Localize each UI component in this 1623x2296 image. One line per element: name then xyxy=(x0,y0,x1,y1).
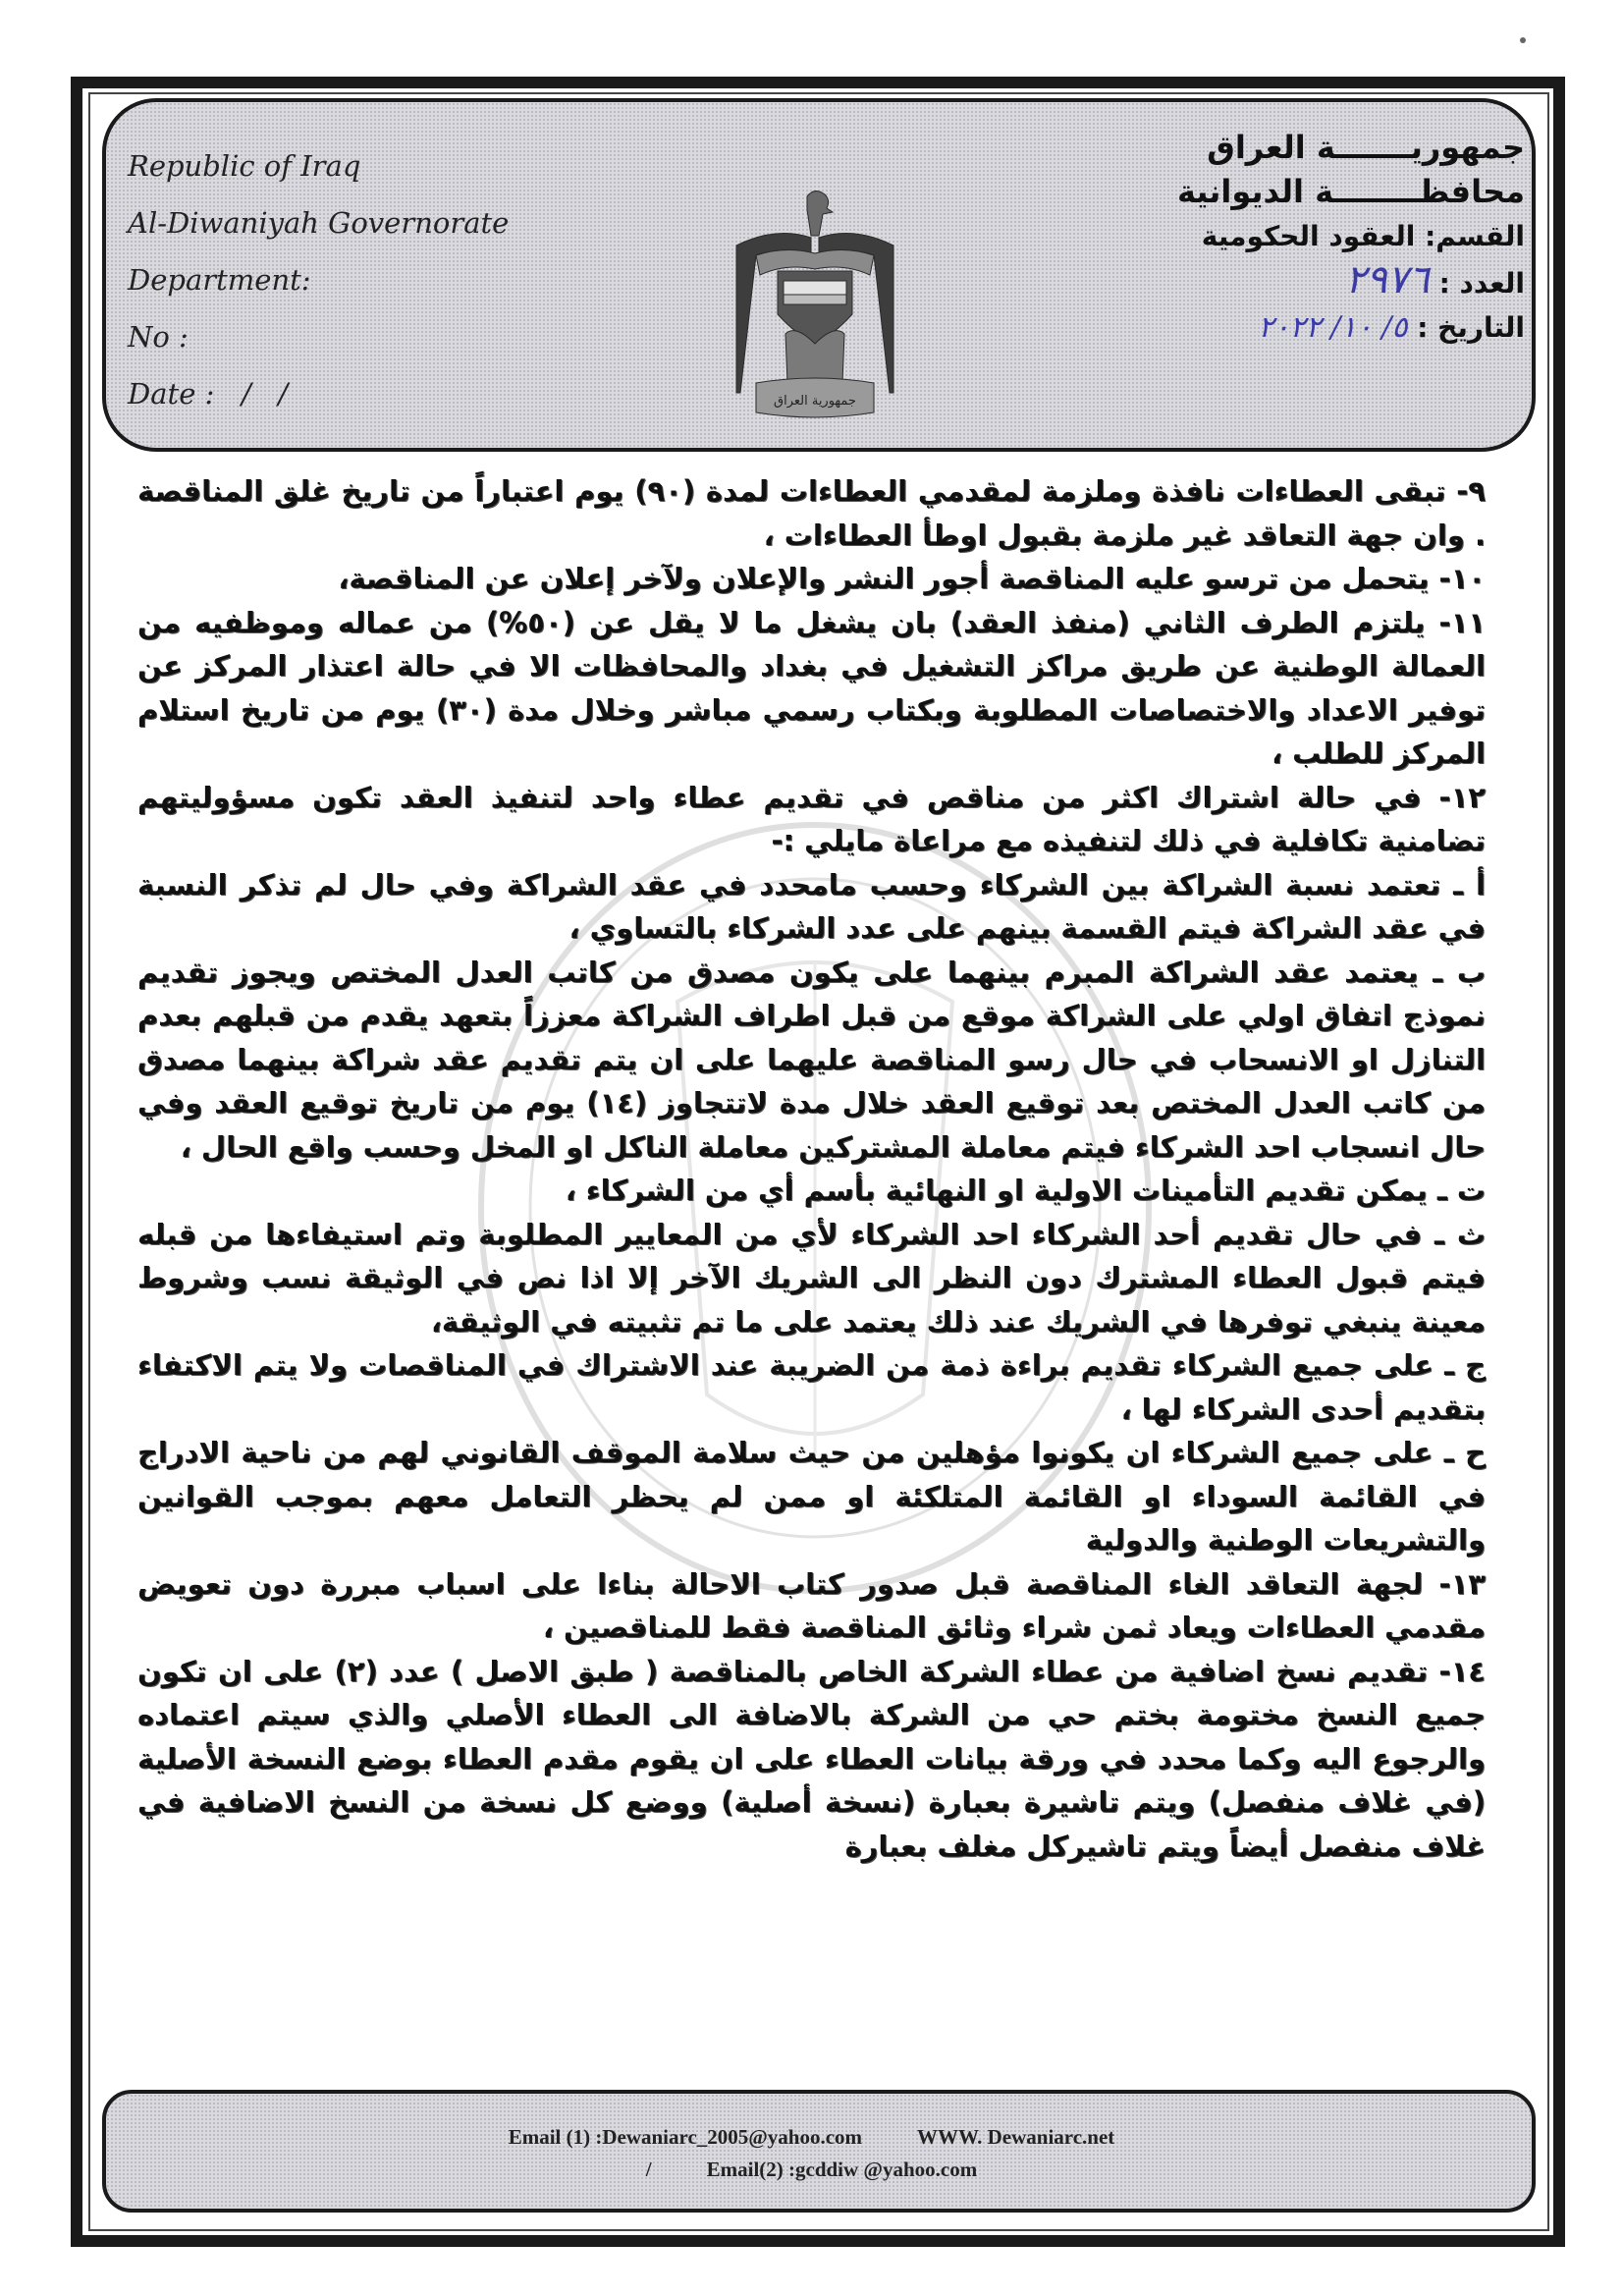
english-department-label: Department: xyxy=(128,263,311,297)
footer-contacts xyxy=(0,2121,1623,2186)
footer-email-1[interactable]: Email (1) :Dewaniarc_2005@yahoo.com xyxy=(508,2125,863,2149)
clause-10: ١٠- يتحمل من ترسو عليه المناقصة أجور النشر والإعلان ولآخر إعلان عن المناقصة، xyxy=(338,562,1486,595)
clause-12-a: أ ـ تعتمد نسبة الشراكة بين الشركاء وحسب مامحدد في عقد الشراكة وفي حال لم تذكر النسبة في عقد الشراكة فيتم القسمة بينهم على عدد الشركاء بالتساوي ، xyxy=(137,867,1486,945)
arabic-governorate: محافظــــــــة الديوانية xyxy=(1176,173,1525,210)
scan-speck xyxy=(1520,37,1526,43)
clause-12-t: ت ـ يمكن تقديم التأمينات الاولية او النهائية بأسم أي من الشركاء ، xyxy=(565,1174,1486,1207)
handwritten-number: ٢٩٧٦ xyxy=(1344,257,1430,302)
clause-12-h: ح ـ على جميع الشركاء ان يكونوا مؤهلين من حيث سلامة الموقف القانوني لهم من ناحية الادراج في القائمة السوداء او القائمة المتلكئة او ممن لم يحظر التعامل معهم بموجب القوانين والتشريعات الوطنية والدولية xyxy=(137,1436,1486,1557)
letterhead-arabic xyxy=(1177,126,1525,350)
clause-12: ١٢- في حالة اشتراك اكثر من مناقص في تقديم عطاء واحد لتنفيذ العقد تكون مسؤوليتهم تضامنية تكافلية في ذلك لتنفيذه مع مراعاة مايلي :- xyxy=(137,780,1486,857)
clause-12-b: ب ـ يعتمد عقد الشراكة المبرم بينهما على يكون مصدق من كاتب العدل المختص ويجوز تقديم نموذج اتفاق اولي على الشراكة موقع من قبل اطراف الشراكة معززاً بتعهد يقدم من قبلهم بعدم التنازل او الانسحاب في حال رسو المناقصة عليهما على ان يتم تقديم عقد شراكة بينهما مصدق من كاتب العدل المختص بعد توقيع العقد خلال مدة لاتتجاوز (١٤) يوم من تاريخ توقيع العقد وفي حال انسجاب احد الشركاء فيتم معاملة المشتركين معاملة الناكل او المخل وحسب واقع الحال ، xyxy=(137,955,1487,1164)
footer-website[interactable]: WWW. Dewaniarc.net xyxy=(917,2125,1115,2149)
clause-11: ١١- يلتزم الطرف الثاني (منفذ العقد) بان يشغل ما لا يقل عن (٥٠%) من عماله وموظفيه من العمالة الوطنية عن طريق مراكز التشغيل في بغداد والمحافظات الا في حالة اعتذار المركز عن توفير الاعداد والاختصاصات المطلوبة وبكتاب رسمي مباشر وخلال مدة (٣٠) يوم من تاريخ استلام المركز للطلب ، xyxy=(137,605,1486,770)
arabic-number-row xyxy=(1177,258,1525,305)
document-body xyxy=(137,469,1486,1868)
emblem-caption: جمهورية العراق xyxy=(774,394,856,409)
arabic-number-label: العدد : xyxy=(1438,267,1525,300)
iraq-eagle-emblem-icon xyxy=(717,187,913,432)
clause-12-j: ج ـ على جميع الشركاء تقديم براءة ذمة من الضريبة عند الاشتراك في المناقصات ولا يتم الاكتفاء بتقديم أحدى الشركاء لها ، xyxy=(137,1348,1486,1426)
footer-row-2 xyxy=(0,2154,1623,2186)
arabic-department: القسم: العقود الحكومية xyxy=(1201,220,1525,252)
clause-14: ١٤- تقديم نسخ اضافية من عطاء الشركة الخاص بالمناقصة ( طبق الاصل ) عدد (٢) على ان تكون جميع النسخ مختومة بختم حي من الشركة بالاضافة الى العطاء الأصلي والذي سيتم اعتماده والرجوع اليه وكما محدد في ورقة بيانات العطاء على ان يقوم مقدم العطاء بوضع النسخة الأصلية (في غلاف منفصل) ويتم تاشيرة بعبارة (نسخة أصلية) ووضع كل نسخة من النسخ الاضافية في غلاف منفصل أيضاً ويتم تاشيركل مغلف بعبارة xyxy=(137,1654,1486,1863)
letterhead-english xyxy=(128,137,509,422)
footer-separator: / xyxy=(645,2158,652,2181)
clause-12-th: ث ـ في حال تقديم أحد الشركاء احد الشركاء لأي من المعايير المطلوبة وتم استيفاءها من قبله فيتم قبول العطاء المشترك دون النظر الى الشريك الآخر إلا اذا نص في الوثيقة نسب وشروط معينة ينبغي توفرها في الشريك عند ذلك يعتمد على ما تم تثبيته في الوثيقة، xyxy=(137,1217,1486,1339)
arabic-date-label: التاريخ : xyxy=(1417,311,1525,344)
clause-9: ٩- تبقى العطاءات نافذة وملزمة لمقدمي العطاءات لمدة (٩٠) يوم اعتباراً من تاريخ غلق المناقصة . وان جهة التعاقد غير ملزمة بقبول اوطأ العطاءات ، xyxy=(137,474,1486,552)
footer-row-1 xyxy=(0,2121,1623,2154)
arabic-date-row xyxy=(1177,305,1525,350)
clause-13: ١٣- لجهة التعاقد الغاء المناقصة قبل صدور كتاب الاحالة بناءا على اسباب مبررة دون تعويض مقدمي العطاءات ويعاد ثمن شراء وثائق المناقصة فقط للمناقصين ، xyxy=(137,1566,1486,1644)
english-date-label: Date : / / xyxy=(128,377,289,410)
handwritten-date: ٥/ ١٠/ ٢٠٢٢ xyxy=(1258,310,1408,345)
english-governorate: Al-Diwaniyah Governorate xyxy=(128,206,510,240)
footer-email-2[interactable]: Email(2) :gcddiw @yahoo.com xyxy=(706,2158,978,2181)
english-number-label: No : xyxy=(128,320,189,354)
english-country: Republic of Iraq xyxy=(128,149,361,183)
arabic-country: جمهوريـــــــة العراق xyxy=(1207,129,1525,166)
